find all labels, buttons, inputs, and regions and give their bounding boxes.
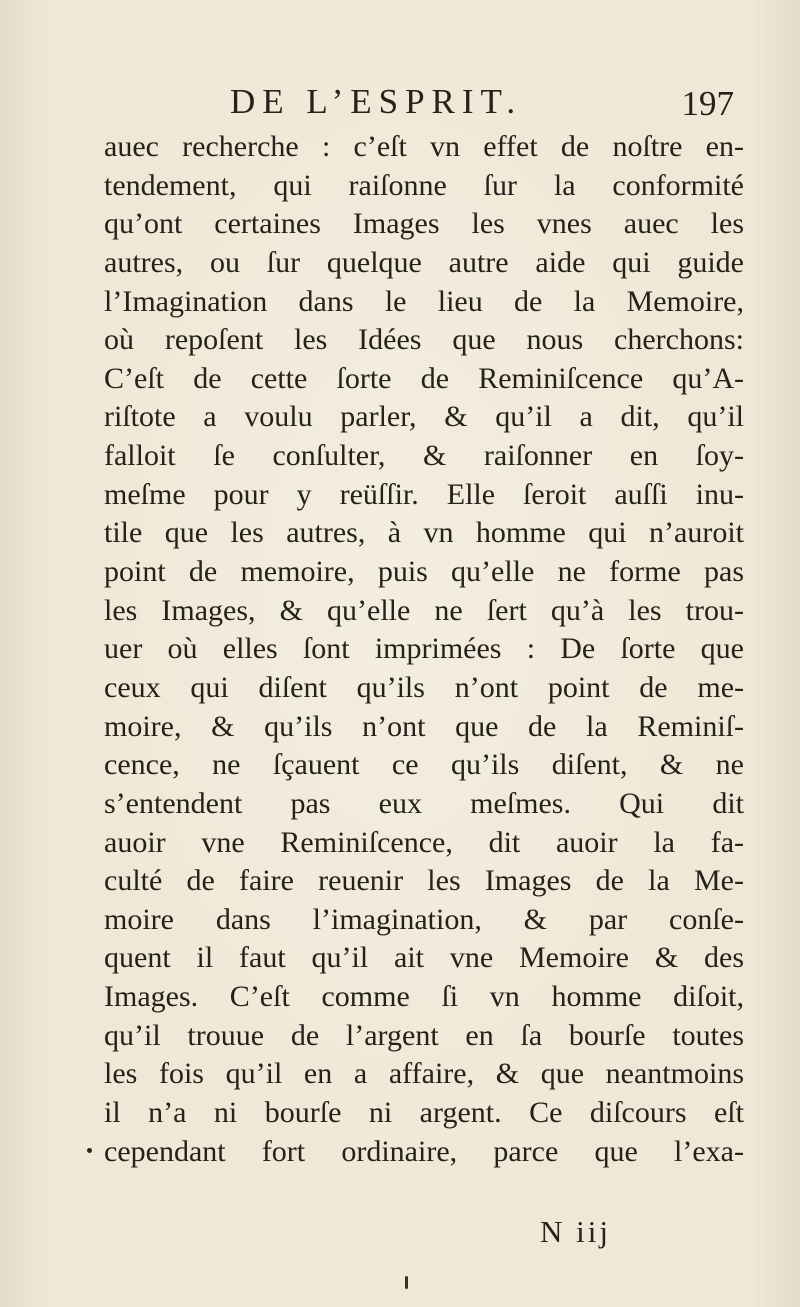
text-line: quent il faut qu’il ait vne Memoire & des: [104, 941, 744, 975]
text-line: point de memoire, puis qu’elle ne forme pas: [104, 555, 744, 589]
text-line: qu’ont certaines Images les vnes auec les: [104, 207, 744, 241]
margin-dot: [87, 1148, 92, 1153]
signature-mark: N iij: [540, 1214, 611, 1249]
text-line: il n’a ni bourſe ni argent. Ce diſcours eſt: [104, 1096, 744, 1130]
text-line: moire dans l’imagination, & par conſe-: [104, 902, 744, 936]
page-number: 197: [681, 84, 734, 123]
body-text: [104, 128, 744, 1171]
text-line: tile que les autres, à vn homme qui n’auroit: [104, 516, 744, 550]
text-line: où repoſent les Idées que nous cherchons:: [104, 323, 744, 357]
text-line: les Images, & qu’elle ne ſert qu’à les trou-: [104, 593, 744, 627]
text-line: s’entendent pas eux meſmes. Qui dit: [104, 786, 744, 820]
text-line: cence, ne ſçauent ce qu’ils diſent, & ne: [104, 748, 744, 782]
running-head: DE L’ESPRIT.: [230, 82, 523, 121]
text-line: autres, ou ſur quelque autre aide qui guide: [104, 245, 744, 279]
text-line: falloit ſe conſulter, & raiſonner en ſoy-: [104, 439, 744, 473]
text-line: uer où elles ſont imprimées : De ſorte que: [104, 632, 744, 666]
text-line: auec recherche : c’eſt vn effet de noſtre en-: [104, 130, 744, 163]
text-line: les fois qu’il en a affaire, & que neantmoins: [104, 1057, 744, 1091]
text-line: l’Imagination dans le lieu de la Memoire,: [104, 284, 744, 318]
text-line: qu’il trouue de l’argent en ſa bourſe toutes: [104, 1018, 744, 1052]
text-line: auoir vne Reminiſcence, dit auoir la fa-: [104, 825, 744, 859]
text-line: tendement, qui raiſonne ſur la conformité: [104, 168, 744, 202]
text-line: meſme pour y reüſſir. Elle ſeroit auſſi inu-: [104, 477, 744, 511]
text-line: moire, & qu’ils n’ont que de la Reminiſ-: [104, 709, 744, 743]
text-line: riſtote a voulu parler, & qu’il a dit, qu’il: [104, 400, 744, 434]
ink-mark: [405, 1276, 408, 1289]
text-line: culté de faire reuenir les Images de la Me-: [104, 864, 744, 898]
text-line: ceux qui diſent qu’ils n’ont point de me-: [104, 670, 744, 704]
text-line: cependant fort ordinaire, parce que l’exa-: [104, 1134, 744, 1168]
text-line: C’eſt de cette ſorte de Reminiſcence qu’A-: [104, 361, 744, 395]
text-line: Images. C’eſt comme ſi vn homme diſoit,: [104, 980, 744, 1014]
